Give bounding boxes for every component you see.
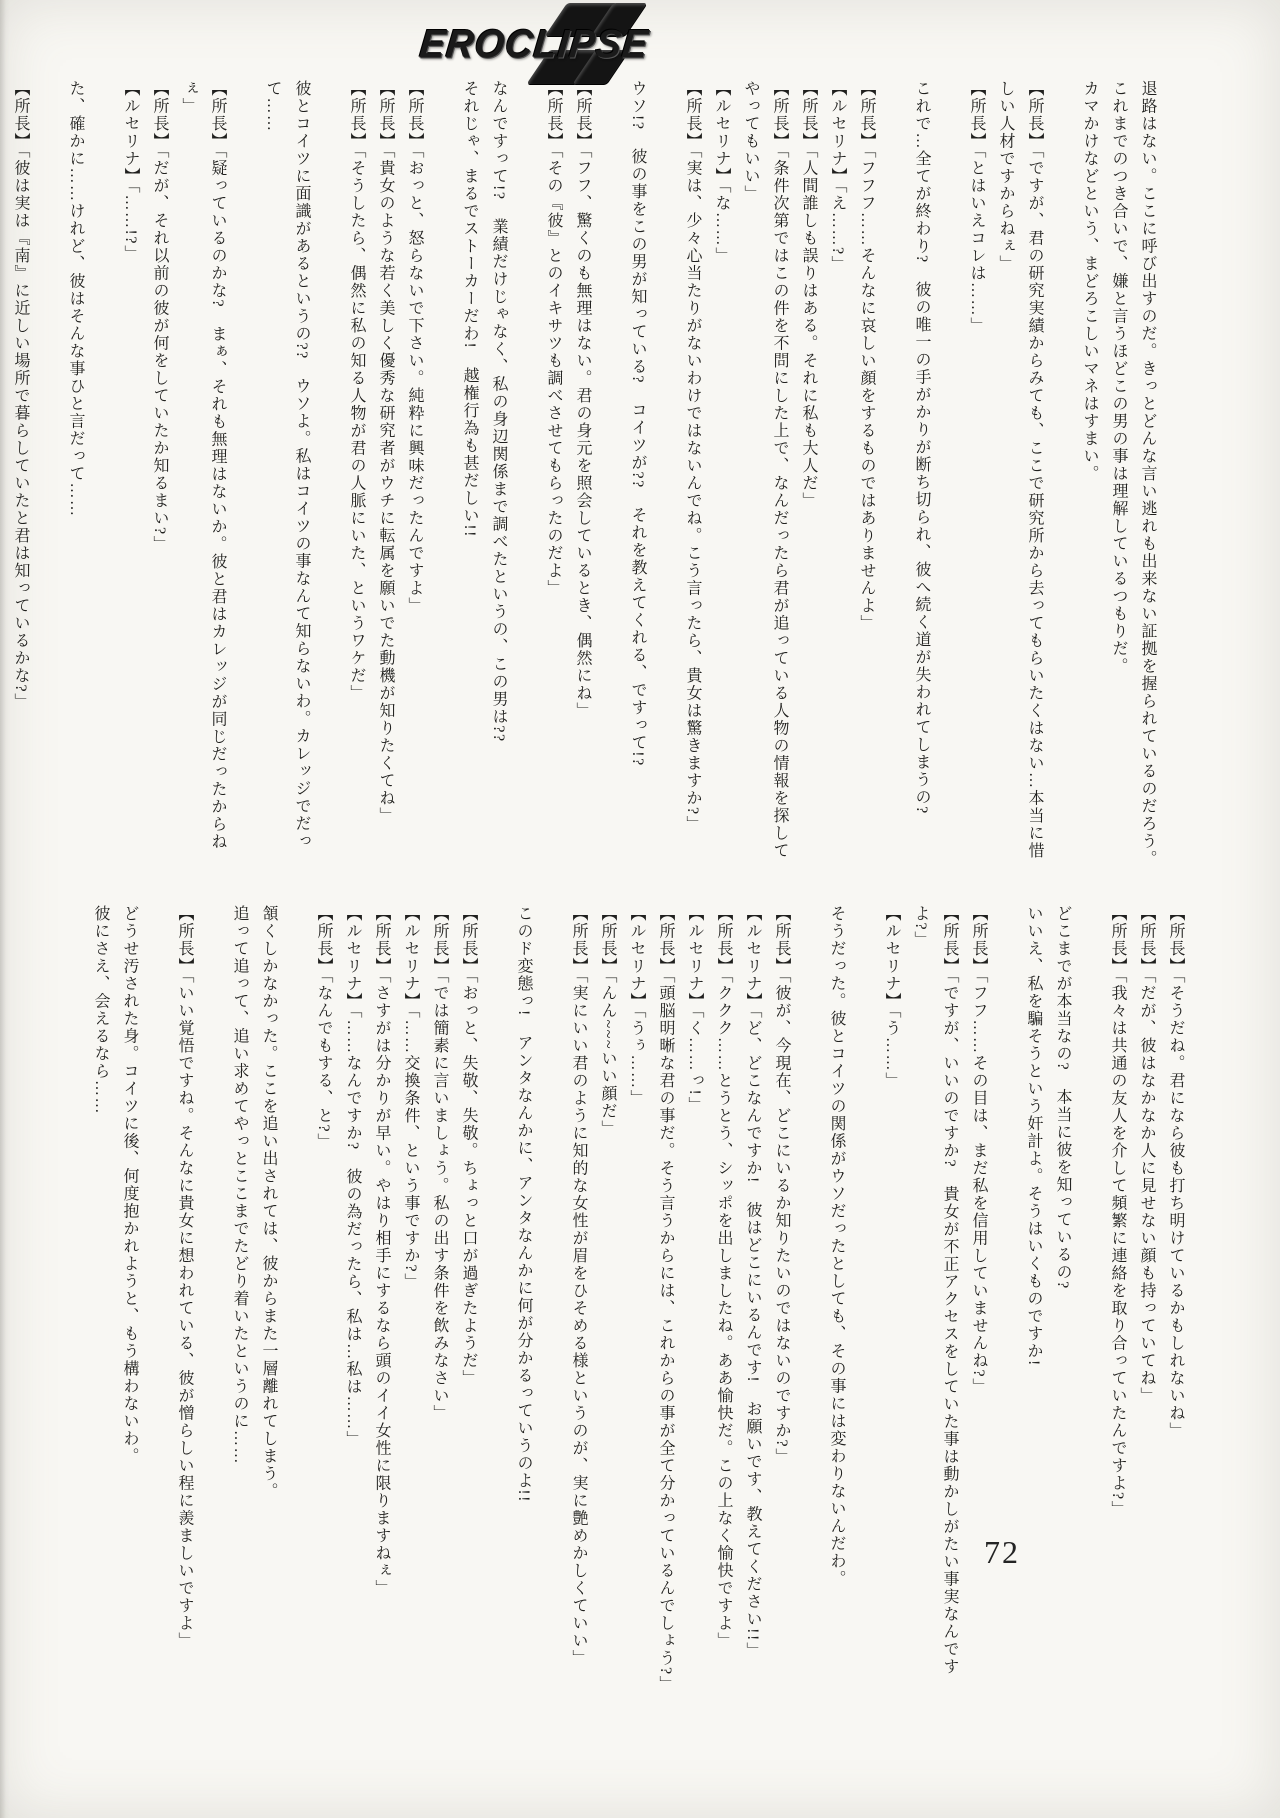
script-line: 【所長】「ですが、君の研究実績からみても、ここで研究所から去ってもらいたくはない…本当に惜しい人材ですからねぇ」 [997,80,1043,860]
script-line: 【所長】「実にいい君のように知的な女性が眉をひそめる様というのが、実に艶めかしくていい」 [570,905,587,1667]
script-text-block-top [6,80,1162,872]
script-line: 【ルセリナ】「ど、どこなんですか! 彼はどこにいるんです! お願いです、教えてください!!」 [744,905,761,1660]
script-line: 【所長】「とはいえコレは……」 [968,80,985,335]
script-line: 【所長】「フフフ……そんなに哀しい顔をするものではありませんよ」 [858,80,875,632]
script-line: 【所長】「頭脳明晰な君の事だ。そう言うからには、これからの事が全て分かっているんでしょう?」 [657,905,674,1694]
script-line: 【ルセリナ】「……交換条件、という事ですか?」 [402,905,419,1291]
script-line: 【所長】「さすがは分かりが早い。やはり相手にするなら頭のイイ女性に限りますねぇ」 [373,905,390,1597]
script-line: 【所長】「実は、少々心当たりがないわけではないんでね。こう言ったら、貴女は驚きますか?」 [684,80,701,834]
page-number: 72 [984,1534,1020,1570]
script-line: 【ルセリナ】「え……?」 [829,80,846,274]
eroclipse-logo [417,4,686,84]
script-line: それじゃ、まるでストーカーだわ! 越権行為も甚だしい!! [461,80,478,538]
script-line: 【所長】「だが、彼はなかなか人に見せない顔も持っていてね」 [1138,905,1155,1405]
script-line: 【所長】「ですが、いいのですか? 貴女が不正アクセスをしていた事は動かしがたい事実なんですよ?」 [912,905,958,1676]
script-line: 彼とコイツに面識があるというの?? ウソよ。私はコイツの事なんて知らないわ。カレッジでだって…… [264,80,310,850]
script-line: どうせ汚された身。コイツに後、何度抱かれようと、もう構わないわ。 [121,905,138,1465]
script-line: これまでのつき合いで、嫌と言うほどこの男の事は理解しているつもりだ。 [1110,80,1127,675]
script-line: 【ルセリナ】「……なんですか? 彼の為だったら、私は…私は……」 [344,905,361,1449]
script-line: 【所長】「人間誰しも誤りはある。それに私も大人だ」 [800,80,817,510]
script-line: これで…全てが終わり? 彼の唯一の手がかりが断ち切られ、彼へ続く道が失われてしまうの? [913,80,930,815]
script-text-block-bottom [86,905,1190,1697]
script-line: いいえ、私を騙そうという奸計よ。そうはいくものですか! [1025,905,1042,1367]
script-line: 【所長】「だが、それ以前の彼が何をしていたか知るまい?」 [151,80,168,554]
script-line: 追って追って、追い求めてやっとここまでたどり着いたというのに…… [231,905,248,1465]
script-line: このド変態っ! アンタなんかに、アンタなんかに何が分かるっていうのよ!! [515,905,532,1503]
script-line: た、確かに……けれど、彼はそんな事ひと言だって…… [67,80,84,518]
script-line: 【所長】「フフ、驚くのも無理はない。君の身元を照会しているとき、偶然にね」 [574,80,591,720]
script-line: カマかけなどという、まどろこしいマネはすまい。 [1081,80,1098,483]
script-line: 【所長】「そうだね。君になら彼も打ち明けているかもしれないね」 [1167,905,1184,1440]
script-line: 【所長】「その『彼』とのイキサツも調べさせてもらったのだよ」 [545,80,562,597]
script-line: 退路はない。ここに呼び出すのだ。きっとどんな言い逃れも出来ない証拠を握られているのだろう。 [1139,80,1156,868]
script-line: なんですって!? 業績だけじゃなく、私の身辺関係まで調べたというの、この男は?? [490,80,507,743]
script-line: 【所長】「おっと、怒らないで下さい。純粋に興味だったんですよ」 [406,80,423,615]
script-line: 【所長】「ククク……とうとう、シッポを出しましたね。ああ愉快だ。この上なく愉快ですよ」 [715,905,732,1650]
script-line: 【所長】「条件次第ではこの件を不問にした上で、なんだったら君が追っている人物の情報を探してやってもいい」 [742,80,788,860]
script-line: 【所長】「おっと、失敬、失敬。ちょっと口が過ぎたようだ」 [460,905,477,1387]
script-line: 頷くしかなかった。ここを追い出されては、彼からまた一層離れてしまう。 [260,905,277,1500]
script-line: どこまでが本当なの? 本当に彼を知っているの? [1054,905,1071,1290]
script-line: 【ルセリナ】「く……っ!」 [686,905,703,1114]
script-line: 【ルセリナ】「う……」 [883,905,900,1090]
script-line: 【ルセリナ】「うぅ……」 [628,905,645,1107]
script-line: 【所長】「彼は実は『南』に近しい場所で暮らしていたと君は知っているかな?」 [12,80,29,711]
script-line: 【所長】「フフ……その目は、まだ私を信用していませんね?」 [970,905,987,1396]
script-line: ウソ!? 彼の事をこの男が知っている? コイツが?? それを教えてくれる、ですって!? [629,80,646,767]
logo-text: EROCLIPSE [417,22,651,68]
script-line: 【ルセリナ】「……!?」 [122,80,139,263]
script-line: 【ルセリナ】「な……」 [713,80,730,265]
script-line: 彼にさえ、会えるなら…… [92,905,109,1115]
script-line: 【所長】「疑っているのかな? まぁ、それも無理はないか。彼と君はカレッジが同じだったからねぇ」 [180,80,226,851]
script-line: 【所長】「貴女のような若く美しく優秀な研究者がウチに転属を願いでた動機が知りたくてね」 [377,80,394,825]
script-line: 【所長】「なんでもする、と?」 [315,905,332,1151]
script-line: 【所長】「そうしたら、偶然に私の知る人物が君の人脈にいた、というワケだ」 [348,80,365,702]
script-line: 【所長】「では簡素に言いましょう。私の出す条件を飲みなさい」 [431,905,448,1422]
script-line: 【所長】「彼が、今現在、どこにいるか知りたいのではないのですか?」 [773,905,790,1466]
script-line: そうだった。彼とコイツの関係がウソだったとしても、その事には変わりないんだわ。 [828,905,845,1588]
script-line: 【所長】「んん~~~いい顔だ」 [599,905,616,1138]
script-line: 【所長】「我々は共通の友人を介して頻繁に連絡を取り合っていたんですよ?」 [1109,905,1126,1519]
script-line: 【所長】「いい覚悟ですね。そんなに貴女に想われている、彼が憎らしい程に羨ましいですよ」 [176,905,193,1650]
